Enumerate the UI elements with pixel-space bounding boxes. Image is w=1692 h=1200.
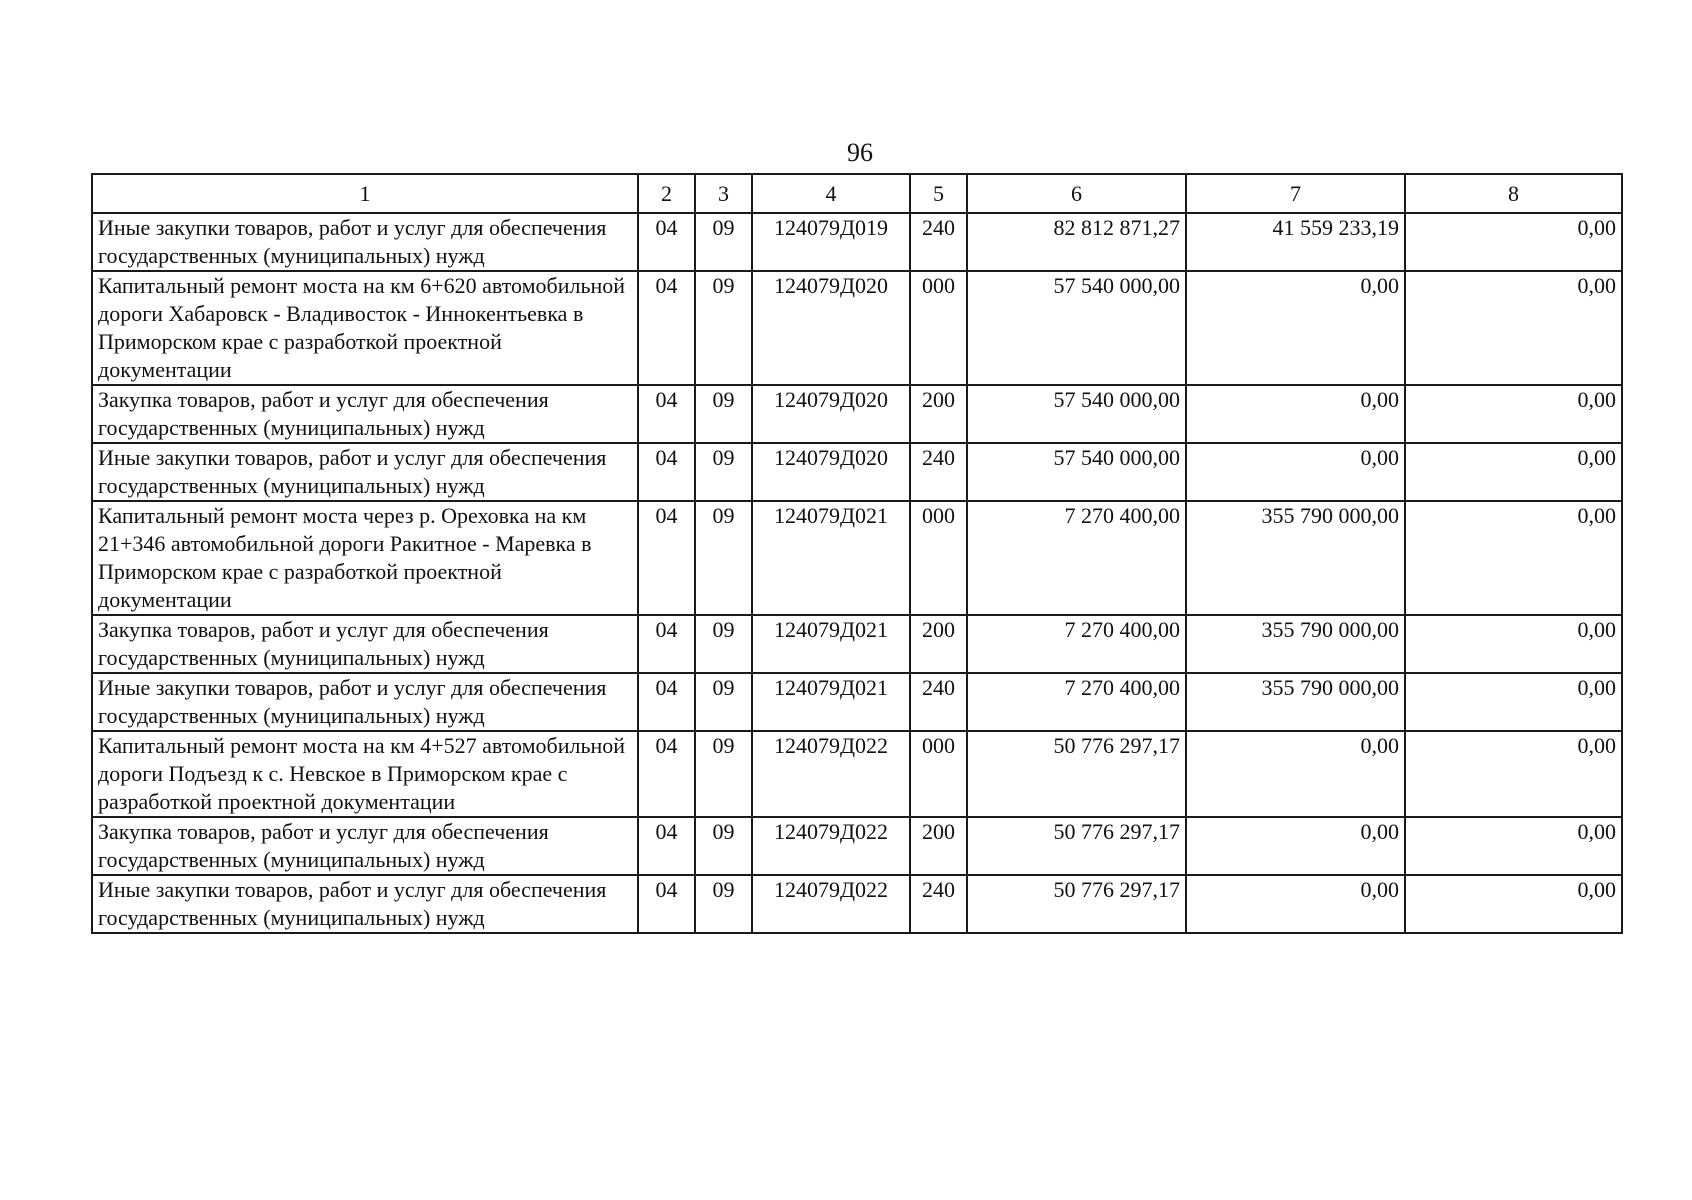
table-row — [92, 501, 1622, 615]
header-col-6: 6 — [967, 174, 1186, 213]
row-target-code: 124079Д020 — [752, 271, 910, 385]
row-expense-type: 240 — [910, 673, 967, 731]
row-section: 04 — [638, 875, 695, 933]
row-target-code: 124079Д022 — [752, 731, 910, 817]
row-name: Капитальный ремонт моста через р. Ореховка на км 21+346 автомобильной дороги Ракитное - Маревка в Приморском крае с разработкой проектной документации — [92, 501, 638, 615]
row-section: 04 — [638, 817, 695, 875]
row-amount-6: 57 540 000,00 — [967, 271, 1186, 385]
row-section: 04 — [638, 615, 695, 673]
budget-table — [91, 173, 1623, 934]
row-section: 04 — [638, 271, 695, 385]
table-row — [92, 213, 1622, 271]
row-expense-type: 200 — [910, 817, 967, 875]
row-name: Капитальный ремонт моста на км 4+527 автомобильной дороги Подъезд к с. Невское в Приморском крае с разработкой проектной документации — [92, 731, 638, 817]
row-expense-type: 240 — [910, 213, 967, 271]
header-col-4: 4 — [752, 174, 910, 213]
row-amount-6: 57 540 000,00 — [967, 443, 1186, 501]
row-subsection: 09 — [695, 615, 752, 673]
row-expense-type: 000 — [910, 501, 967, 615]
row-amount-6: 7 270 400,00 — [967, 501, 1186, 615]
row-section: 04 — [638, 731, 695, 817]
row-target-code: 124079Д020 — [752, 443, 910, 501]
row-amount-8: 0,00 — [1405, 443, 1622, 501]
row-amount-6: 50 776 297,17 — [967, 875, 1186, 933]
row-target-code: 124079Д021 — [752, 615, 910, 673]
row-amount-6: 57 540 000,00 — [967, 385, 1186, 443]
row-amount-6: 50 776 297,17 — [967, 731, 1186, 817]
row-amount-6: 7 270 400,00 — [967, 615, 1186, 673]
row-target-code: 124079Д022 — [752, 817, 910, 875]
row-amount-7: 41 559 233,19 — [1186, 213, 1405, 271]
row-amount-8: 0,00 — [1405, 673, 1622, 731]
row-section: 04 — [638, 501, 695, 615]
header-col-2: 2 — [638, 174, 695, 213]
row-expense-type: 200 — [910, 385, 967, 443]
row-section: 04 — [638, 213, 695, 271]
row-subsection: 09 — [695, 817, 752, 875]
row-amount-7: 0,00 — [1186, 385, 1405, 443]
row-target-code: 124079Д020 — [752, 385, 910, 443]
row-subsection: 09 — [695, 213, 752, 271]
row-amount-7: 0,00 — [1186, 271, 1405, 385]
row-name: Иные закупки товаров, работ и услуг для обеспечения государственных (муниципальных) нужд — [92, 213, 638, 271]
header-col-7: 7 — [1186, 174, 1405, 213]
row-target-code: 124079Д019 — [752, 213, 910, 271]
header-col-1: 1 — [92, 174, 638, 213]
row-subsection: 09 — [695, 875, 752, 933]
row-expense-type: 000 — [910, 271, 967, 385]
table-row — [92, 673, 1622, 731]
row-target-code: 124079Д022 — [752, 875, 910, 933]
row-amount-8: 0,00 — [1405, 271, 1622, 385]
row-expense-type: 240 — [910, 875, 967, 933]
row-amount-8: 0,00 — [1405, 615, 1622, 673]
row-subsection: 09 — [695, 673, 752, 731]
row-subsection: 09 — [695, 443, 752, 501]
row-amount-7: 355 790 000,00 — [1186, 501, 1405, 615]
row-name: Закупка товаров, работ и услуг для обеспечения государственных (муниципальных) нужд — [92, 615, 638, 673]
row-amount-7: 0,00 — [1186, 817, 1405, 875]
table-row — [92, 731, 1622, 817]
row-section: 04 — [638, 673, 695, 731]
row-amount-8: 0,00 — [1405, 875, 1622, 933]
row-amount-7: 355 790 000,00 — [1186, 615, 1405, 673]
header-row — [92, 174, 1622, 213]
header-col-3: 3 — [695, 174, 752, 213]
row-name: Иные закупки товаров, работ и услуг для обеспечения государственных (муниципальных) нужд — [92, 673, 638, 731]
row-expense-type: 000 — [910, 731, 967, 817]
row-amount-7: 0,00 — [1186, 731, 1405, 817]
page-number: 96 — [847, 138, 873, 167]
row-amount-6: 82 812 871,27 — [967, 213, 1186, 271]
row-subsection: 09 — [695, 385, 752, 443]
row-name: Капитальный ремонт моста на км 6+620 автомобильной дороги Хабаровск - Владивосток - Иннокентьевка в Приморском крае с разработкой проектной документации — [92, 271, 638, 385]
header-col-8: 8 — [1405, 174, 1622, 213]
row-expense-type: 200 — [910, 615, 967, 673]
table-row — [92, 615, 1622, 673]
row-amount-8: 0,00 — [1405, 385, 1622, 443]
row-name: Иные закупки товаров, работ и услуг для обеспечения государственных (муниципальных) нужд — [92, 443, 638, 501]
row-amount-8: 0,00 — [1405, 501, 1622, 615]
row-amount-7: 0,00 — [1186, 443, 1405, 501]
row-amount-8: 0,00 — [1405, 213, 1622, 271]
row-subsection: 09 — [695, 271, 752, 385]
row-subsection: 09 — [695, 501, 752, 615]
table-row — [92, 875, 1622, 933]
header-col-5: 5 — [910, 174, 967, 213]
row-target-code: 124079Д021 — [752, 673, 910, 731]
row-amount-8: 0,00 — [1405, 731, 1622, 817]
row-amount-7: 0,00 — [1186, 875, 1405, 933]
row-target-code: 124079Д021 — [752, 501, 910, 615]
row-subsection: 09 — [695, 731, 752, 817]
row-amount-6: 50 776 297,17 — [967, 817, 1186, 875]
table-row — [92, 271, 1622, 385]
row-section: 04 — [638, 385, 695, 443]
row-name: Закупка товаров, работ и услуг для обеспечения государственных (муниципальных) нужд — [92, 385, 638, 443]
row-expense-type: 240 — [910, 443, 967, 501]
row-section: 04 — [638, 443, 695, 501]
row-amount-7: 355 790 000,00 — [1186, 673, 1405, 731]
row-name: Закупка товаров, работ и услуг для обеспечения государственных (муниципальных) нужд — [92, 817, 638, 875]
table-row — [92, 817, 1622, 875]
table-row — [92, 443, 1622, 501]
table-row — [92, 385, 1622, 443]
row-amount-8: 0,00 — [1405, 817, 1622, 875]
row-amount-6: 7 270 400,00 — [967, 673, 1186, 731]
row-name: Иные закупки товаров, работ и услуг для обеспечения государственных (муниципальных) нужд — [92, 875, 638, 933]
